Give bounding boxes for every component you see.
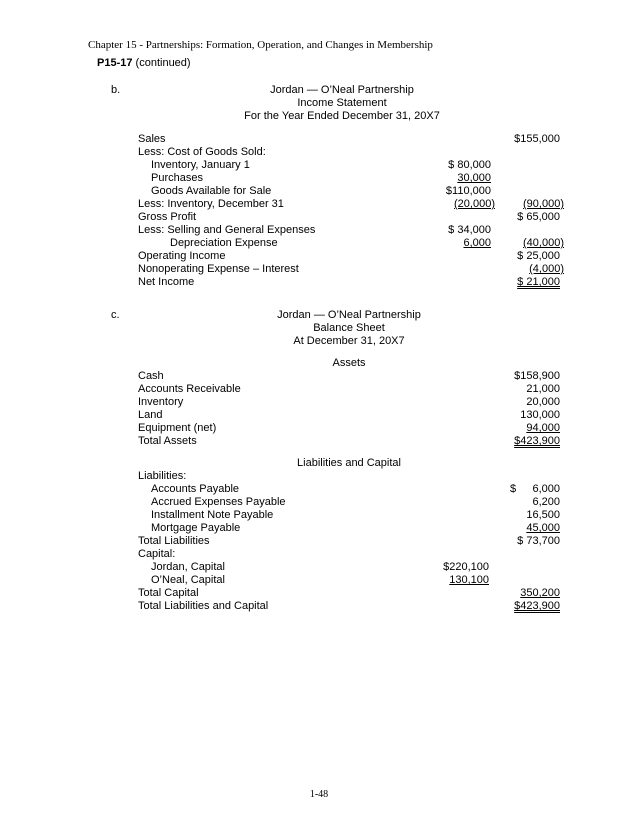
bs-label-oneal-capital: O’Neal, Capital [151,574,225,586]
is-label-interest: Nonoperating Expense – Interest [138,263,299,275]
bs-value-equipment: 94,000 [526,422,560,434]
currency-sign: $ [510,483,517,495]
bs-value-installment-note: 16,500 [526,509,560,521]
is-value-net-income: $ 21,000 [517,276,560,288]
is-label-depreciation: Depreciation Expense [170,237,278,249]
is-label-inventory-jan: Inventory, January 1 [151,159,250,171]
bs-label-jordan-capital: Jordan, Capital [151,561,225,573]
is-value-selling-general: $ 34,000 [448,224,491,236]
income-statement-subtitle: Income Statement [297,97,387,109]
balance-sheet-date: At December 31, 20X7 [293,335,405,347]
is-value-purchases: 30,000 [457,172,491,184]
problem-heading [97,57,191,70]
bs-label-total-assets: Total Assets [138,435,197,447]
income-statement-title: Jordan — O’Neal Partnership [270,84,414,96]
is-value-interest: (4,000) [529,263,564,275]
is-label-cogs: Less: Cost of Goods Sold: [138,146,266,158]
problem-id: P15-17 [97,57,133,69]
section-label-c: c. [111,309,120,321]
is-label-inventory-dec: Less: Inventory, December 31 [138,198,284,210]
bs-value-total-liab-capital: $423,900 [514,600,560,612]
is-label-purchases: Purchases [151,172,203,184]
bs-label-capital: Capital: [138,548,176,560]
accounts-payable-amount: 6,000 [532,483,560,495]
bs-label-accounts-payable: Accounts Payable [151,483,240,495]
balance-sheet-subtitle: Balance Sheet [313,322,385,334]
problem-note: (continued) [135,57,191,69]
bs-value-receivables: 21,000 [526,383,560,395]
assets-heading: Assets [332,357,366,369]
income-statement-period: For the Year Ended December 31, 20X7 [244,110,440,122]
bs-value-cash: $158,900 [514,370,560,382]
is-value-gross-profit: $ 65,000 [517,211,560,223]
bs-value-total-capital: 350,200 [520,587,560,599]
bs-label-receivables: Accounts Receivable [138,383,241,395]
is-label-net-income: Net Income [138,276,195,288]
is-value-cogs-total: (90,000) [523,198,564,210]
is-value-goods-available: $110,000 [445,185,491,197]
bs-label-total-liabilities: Total Liabilities [138,535,210,547]
bs-value-total-assets: $423,900 [514,435,560,447]
bs-value-total-liabilities: $ 73,700 [517,535,560,547]
is-label-sales: Sales [138,133,166,145]
section-label-b: b. [111,84,121,96]
bs-label-inventory: Inventory [138,396,184,408]
is-value-operating-income: $ 25,000 [517,250,560,262]
bs-label-mortgage: Mortgage Payable [151,522,241,534]
bs-value-mortgage: 45,000 [526,522,560,534]
page-number: 1-48 [309,789,329,800]
is-label-operating-income: Operating Income [138,250,226,262]
bs-value-jordan-capital: $220,100 [443,561,489,573]
bs-label-total-capital: Total Capital [138,587,199,599]
bs-value-land: 130,000 [520,409,560,421]
liabilities-capital-heading: Liabilities and Capital [297,457,401,469]
bs-label-cash: Cash [138,370,164,382]
is-value-sales: $155,000 [514,133,560,145]
bs-value-accrued-expenses: 6,200 [532,496,560,508]
bs-label-installment-note: Installment Note Payable [151,509,274,521]
bs-label-equipment: Equipment (net) [138,422,217,434]
chapter-header: Chapter 15 - Partnerships: Formation, Operation, and Changes in Membership [88,39,433,51]
is-label-gross-profit: Gross Profit [138,211,197,223]
bs-value-inventory: 20,000 [526,396,560,408]
is-value-depreciation: 6,000 [463,237,491,249]
bs-label-accrued-expenses: Accrued Expenses Payable [151,496,286,508]
is-value-inventory-dec: (20,000) [454,198,495,210]
is-value-total-expenses: (40,000) [523,237,564,249]
bs-label-total-liab-capital: Total Liabilities and Capital [138,600,269,612]
bs-value-accounts-payable [510,483,560,496]
is-label-goods-available: Goods Available for Sale [151,185,272,197]
is-label-selling-general: Less: Selling and General Expenses [138,224,316,236]
bs-value-oneal-capital: 130,100 [449,574,489,586]
bs-label-liabilities: Liabilities: [138,470,187,482]
is-value-inventory-jan: $ 80,000 [448,159,491,171]
bs-label-land: Land [138,409,163,421]
balance-sheet-title: Jordan — O’Neal Partnership [277,309,421,321]
